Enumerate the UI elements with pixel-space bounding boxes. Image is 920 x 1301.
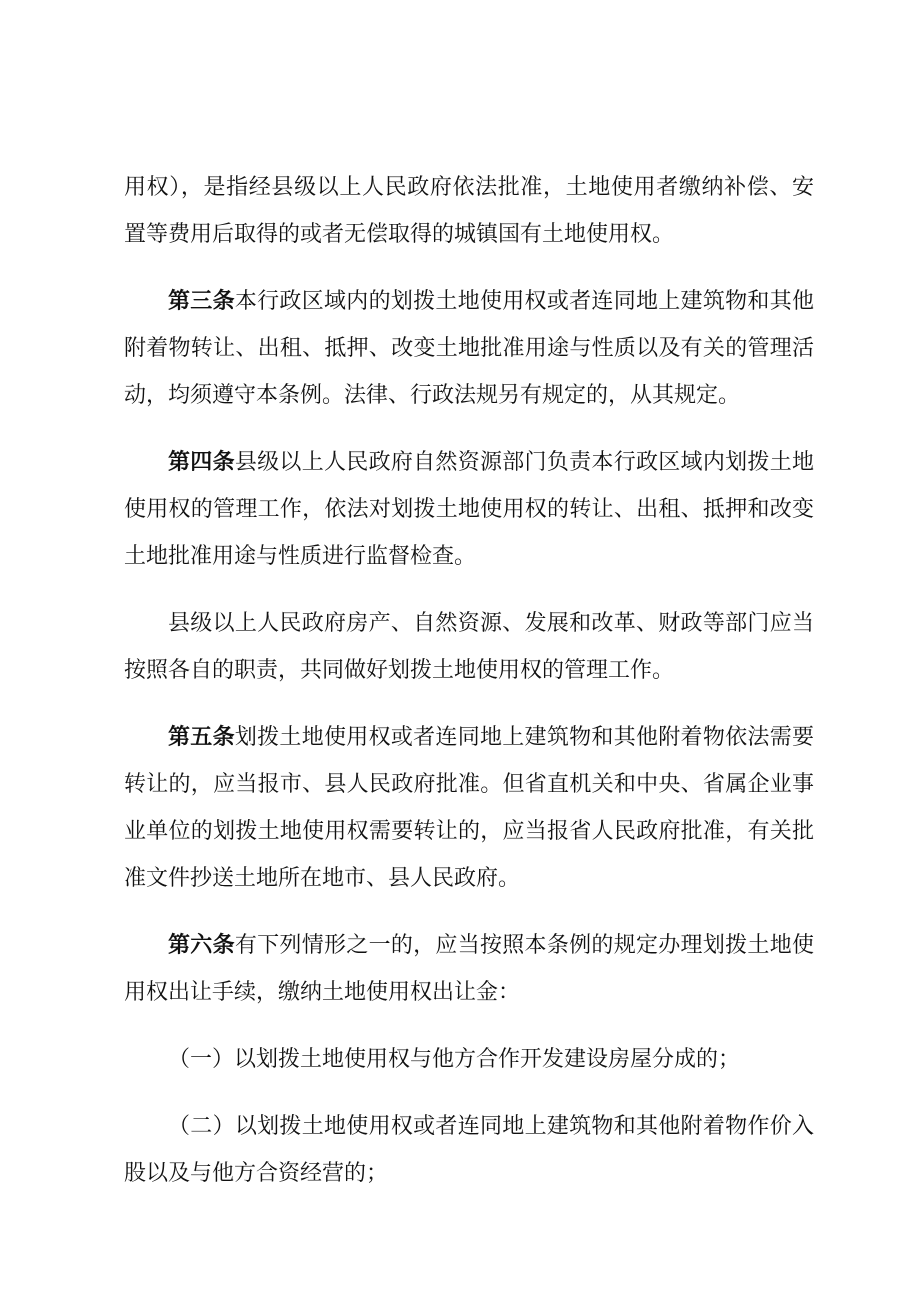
article-6 [124, 922, 814, 1016]
paragraph-text: 用权），是指经县级以上人民政府依法批准，土地使用者缴纳补偿、安置等费用后取得的或者无偿取得的城镇国有土地使用权。 [124, 175, 814, 247]
article-text: 划拨土地使用权或者连同地上建筑物和其他附着物依法需要转让的，应当报市、县人民政府批准。但省直机关和中央、省属企业事业单位的划拨土地使用权需要转让的，应当报省人民政府批准，有关批准文件抄送土地所在地市、县人民政府。 [124, 725, 814, 891]
paragraph-text: 县级以上人民政府房产、自然资源、发展和改革、财政等部门应当按照各自的职责，共同做好划拨土地使用权的管理工作。 [124, 611, 814, 683]
article-6-item-2 [124, 1103, 814, 1197]
article-5 [124, 714, 814, 902]
article-4 [124, 439, 814, 580]
article-3 [124, 278, 814, 419]
list-item-text: （一）以划拨土地使用权与他方合作开发建设房屋分成的； [168, 1047, 741, 1072]
article-6-item-1 [124, 1036, 814, 1083]
article-text: 有下列情形之一的，应当按照本条例的规定办理划拨土地使用权出让手续，缴纳土地使用权出让金： [124, 933, 814, 1005]
article-text: 县级以上人民政府自然资源部门负责本行政区域内划拨土地使用权的管理工作，依法对划拨土地使用权的转让、出租、抵押和改变土地批准用途与性质进行监督检查。 [124, 450, 814, 569]
document-body [124, 164, 814, 1197]
article-text: 本行政区域内的划拨土地使用权或者连同地上建筑物和其他附着物转让、出租、抵押、改变土地批准用途与性质以及有关的管理活动，均须遵守本条例。法律、行政法规另有规定的，从其规定。 [124, 289, 814, 408]
paragraph-continuation [124, 164, 814, 258]
article-heading: 第六条 [168, 933, 235, 958]
article-4-paragraph-2 [124, 600, 814, 694]
article-heading: 第四条 [168, 450, 235, 475]
article-heading: 第五条 [168, 725, 235, 750]
list-item-text: （二）以划拨土地使用权或者连同地上建筑物和其他附着物作价入股以及与他方合资经营的； [124, 1114, 814, 1186]
article-heading: 第三条 [168, 289, 235, 314]
